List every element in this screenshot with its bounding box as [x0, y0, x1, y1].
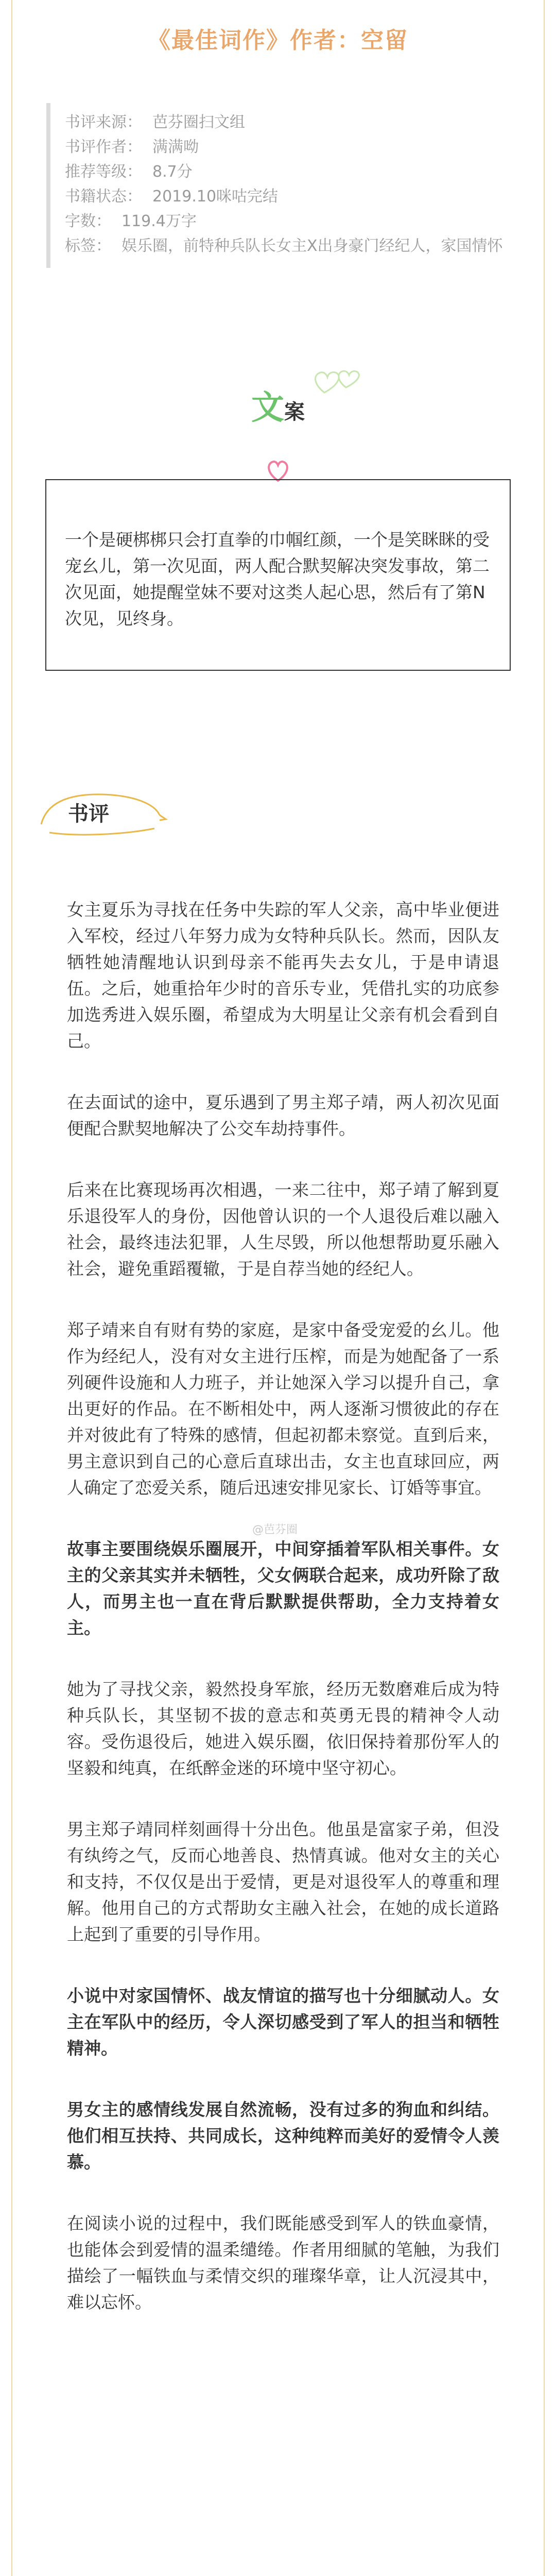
review-paragraph-bold: 小说中对家国情怀、战友情谊的描写也十分细腻动人。女主在军队中的经历，令人深切感受到了军人的担当和牺牲精神。: [67, 1986, 499, 2058]
info-row-rating: [65, 160, 505, 184]
info-row-wordcount: [65, 209, 505, 234]
info-value: 芭芬圈扫文组: [152, 113, 245, 131]
synopsis-text: 一个是硬梆梆只会打直拳的巾帼红颜，一个是笑眯眯的受宠幺儿，第一次见面，两人配合默契解决突发事故，第二次见面，她提醒堂妹不要对这类人起心思，然后有了第N次见，见终身。: [65, 530, 490, 629]
review-paragraph: 后来在比赛现场再次相遇，一来二往中，郑子靖了解到夏乐退役军人的身份，因他曾认识的一个人退役后难以融入社会，最终违法犯罪，人生尽毁，所以他想帮助夏乐融入社会，避免重蹈覆辙，于是自荐当她的经纪人。: [67, 1180, 499, 1279]
review-paragraph: 她为了寻找父亲，毅然投身军旅，经历无数磨难后成为特种兵队长，其坚韧不拔的意志和英勇无畏的精神令人动容。受伤退役后，她进入娱乐圈，依旧保持着那份军人的坚毅和纯真，在纸醉金迷的环境中坚守初心。: [67, 1679, 499, 1778]
info-value: 8.7分: [152, 163, 193, 181]
info-key: 书评来源：: [65, 113, 142, 131]
intro-heading-small: 案: [284, 400, 305, 424]
info-value: 娱乐圈，前特种兵队长女主X出身豪门经纪人，家国情怀: [121, 237, 503, 255]
intro-heading-big: 文: [251, 389, 284, 427]
watermark: @芭芬圈: [252, 1523, 298, 1536]
info-row-source: [65, 110, 505, 135]
info-value: 满满呦: [152, 138, 199, 156]
article-title: 《最佳词作》作者：空留: [148, 27, 408, 54]
info-key: 标签：: [65, 237, 111, 255]
info-key: 字数：: [65, 212, 111, 230]
info-key: 书评作者：: [65, 138, 142, 156]
review-paragraph-bold: 故事主要围绕娱乐圈展开，中间穿插着军队相关事件。女主的父亲其实并未牺牲，父女俩联合起来，成功歼除了敌人，而男主也一直在背后默默提供帮助，全力支持着女主。: [67, 1539, 499, 1638]
info-row-tags: [65, 234, 505, 259]
review-paragraph: 女主夏乐为寻找在任务中失踪的军人父亲，高中毕业便进入军校，经过八年努力成为女特种兵队长。然而，因队友牺牲她清醒地认识到母亲不能再失去女儿，于是申请退伍。之后，她重拾年少时的音乐专业，凭借扎实的功底参加选秀进入娱乐圈，希望成为大明星让父亲有机会看到自己。: [67, 900, 499, 1051]
double-heart-icon: [309, 361, 371, 402]
info-key: 书籍状态：: [65, 188, 142, 206]
book-info-box: [46, 103, 505, 268]
review-body: [67, 896, 499, 2350]
review-paragraph-bold: 男女主的感情线发展自然流畅，没有过多的狗血和纠结。他们相互扶持、共同成长，这种纯粹而美好的爱情令人羡慕。: [67, 2099, 499, 2172]
info-value: 2019.10咪咕完结: [152, 188, 279, 206]
info-row-status: [65, 184, 505, 209]
review-paragraph: 郑子靖来自有财有势的家庭，是家中备受宠爱的幺儿。他作为经纪人，没有对女主进行压榨，而是为她配备了一系列硬件设施和人力班子，并让她深入学习以提升自己，拿出更好的作品。在不断相处中，两人逐渐习惯彼此的存在并对彼此有了特殊的感情，但起初都未察觉。直到后来，男主意识到自己的心意后直球出击，女主也直球回应，两人确定了恋爱关系，随后迅速安排见家长、订婚等事宜。: [67, 1320, 499, 1498]
info-value: 119.4万字: [121, 212, 197, 230]
info-key: 推荐等级：: [65, 163, 142, 181]
intro-heading: [0, 381, 556, 429]
review-paragraph: 男主郑子靖同样刻画得十分出色。他虽是富家子弟，但没有纨绔之气，反而心地善良、热情真诚。他对女主的关心和支持，不仅仅是出于爱情，更是对退役军人的尊重和理解。他用自己的方式帮助女主融入社会，在她的成长道路上起到了重要的引导作用。: [67, 1819, 499, 1944]
info-row-author: [65, 135, 505, 160]
review-paragraph: 在阅读小说的过程中，我们既能感受到军人的铁血豪情，也能体会到爱情的温柔缱绻。作者用细腻的笔触，为我们描绘了一幅铁血与柔情交织的璀璨华章，让人沉浸其中，难以忘怀。: [67, 2213, 499, 2312]
synopsis-box: [45, 479, 511, 671]
review-heading: 书评: [68, 802, 109, 826]
review-paragraph: 在去面试的途中，夏乐遇到了男主郑子靖，两人初次见面便配合默契地解决了公交车劫持事件。: [67, 1092, 499, 1139]
